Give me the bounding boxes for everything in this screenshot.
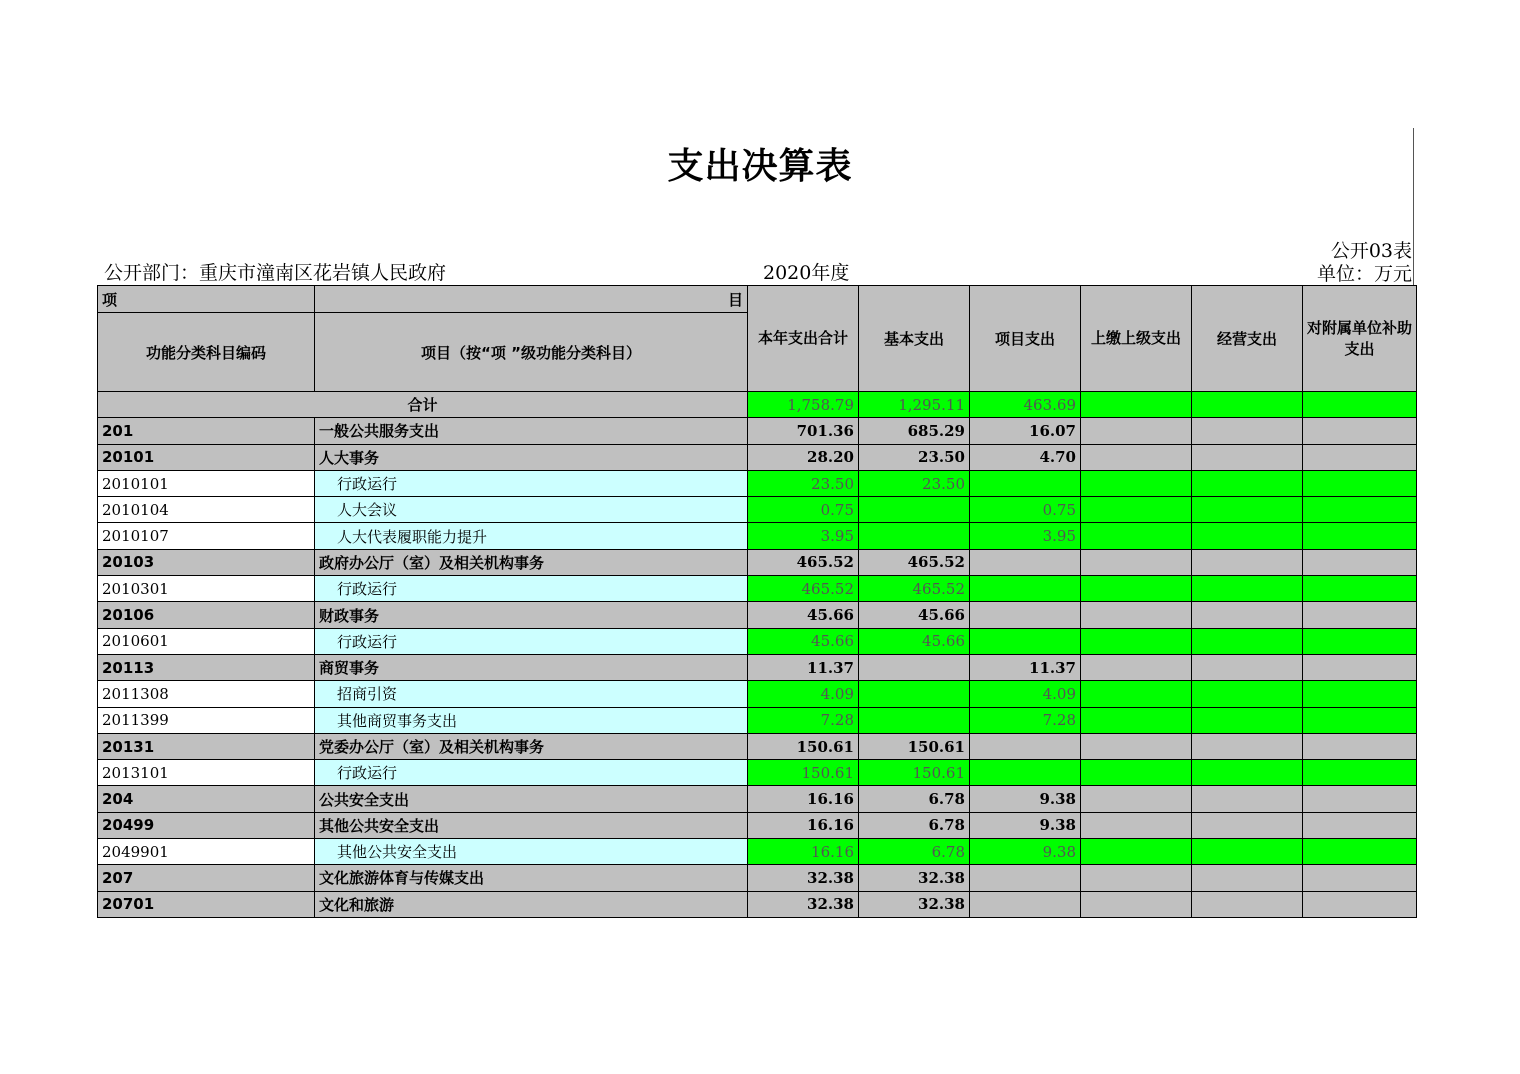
- row-name: 政府办公厅（室）及相关机构事务: [315, 549, 748, 575]
- table-row: [98, 865, 1417, 891]
- table-row: [98, 444, 1417, 470]
- row-business: [1192, 444, 1303, 470]
- row-subsidy: [1303, 418, 1417, 444]
- row-upper: [1081, 418, 1192, 444]
- row-upper: [1081, 470, 1192, 496]
- table-row: [98, 470, 1417, 496]
- row-basic: 45.66: [859, 602, 970, 628]
- row-business: [1192, 760, 1303, 786]
- row-code: 2010101: [98, 470, 315, 496]
- header-business: 经营支出: [1192, 286, 1303, 392]
- row-upper: [1081, 444, 1192, 470]
- row-business: [1192, 654, 1303, 680]
- row-basic: 45.66: [859, 628, 970, 654]
- table-number: 公开03表: [1330, 240, 1412, 262]
- row-subsidy: [1303, 470, 1417, 496]
- header-subsidy: 对附属单位补助支出: [1303, 286, 1417, 392]
- row-basic: 23.50: [859, 444, 970, 470]
- row-project: [970, 865, 1081, 891]
- row-code: 20106: [98, 602, 315, 628]
- total-subsidy: [1303, 392, 1417, 418]
- row-business: [1192, 891, 1303, 917]
- row-basic: 32.38: [859, 891, 970, 917]
- row-upper: [1081, 839, 1192, 865]
- row-project: 9.38: [970, 839, 1081, 865]
- row-project: [970, 628, 1081, 654]
- table-row: [98, 628, 1417, 654]
- row-subsidy: [1303, 760, 1417, 786]
- row-subsidy: [1303, 497, 1417, 523]
- row-basic: 150.61: [859, 733, 970, 759]
- row-basic: [859, 707, 970, 733]
- row-basic: 32.38: [859, 865, 970, 891]
- header-code: 功能分类科目编码: [98, 313, 315, 392]
- row-total: 150.61: [748, 760, 859, 786]
- row-total: 28.20: [748, 444, 859, 470]
- row-subsidy: [1303, 812, 1417, 838]
- row-basic: 6.78: [859, 839, 970, 865]
- row-business: [1192, 681, 1303, 707]
- row-upper: [1081, 654, 1192, 680]
- header-project: 项目支出: [970, 286, 1081, 392]
- row-upper: [1081, 628, 1192, 654]
- row-name: 行政运行: [315, 760, 748, 786]
- row-code: 20103: [98, 549, 315, 575]
- row-project: [970, 891, 1081, 917]
- row-project: 4.09: [970, 681, 1081, 707]
- row-project: 11.37: [970, 654, 1081, 680]
- total-sum: 1,758.79: [748, 392, 859, 418]
- header-basic: 基本支出: [859, 286, 970, 392]
- row-basic: [859, 654, 970, 680]
- total-project: 463.69: [970, 392, 1081, 418]
- header-name: 项目（按“项 ”级功能分类科目）: [315, 313, 748, 392]
- row-business: [1192, 839, 1303, 865]
- row-upper: [1081, 602, 1192, 628]
- table-row: [98, 839, 1417, 865]
- table-row: [98, 707, 1417, 733]
- table-row: [98, 786, 1417, 812]
- row-basic: 6.78: [859, 786, 970, 812]
- header-total: 本年支出合计: [748, 286, 859, 392]
- table-row: [98, 733, 1417, 759]
- row-subsidy: [1303, 602, 1417, 628]
- row-subsidy: [1303, 628, 1417, 654]
- row-subsidy: [1303, 891, 1417, 917]
- row-subsidy: [1303, 786, 1417, 812]
- row-name: 行政运行: [315, 576, 748, 602]
- row-total: 3.95: [748, 523, 859, 549]
- row-subsidy: [1303, 654, 1417, 680]
- row-business: [1192, 523, 1303, 549]
- row-business: [1192, 470, 1303, 496]
- row-project: 3.95: [970, 523, 1081, 549]
- expenditure-table: [97, 285, 1417, 918]
- row-name: 其他公共安全支出: [315, 812, 748, 838]
- row-code: 207: [98, 865, 315, 891]
- row-project: 4.70: [970, 444, 1081, 470]
- row-upper: [1081, 812, 1192, 838]
- row-business: [1192, 865, 1303, 891]
- table-row: [98, 418, 1417, 444]
- row-project: [970, 760, 1081, 786]
- row-basic: 23.50: [859, 470, 970, 496]
- row-upper: [1081, 865, 1192, 891]
- row-upper: [1081, 497, 1192, 523]
- row-upper: [1081, 891, 1192, 917]
- table-row: [98, 891, 1417, 917]
- row-business: [1192, 549, 1303, 575]
- row-subsidy: [1303, 549, 1417, 575]
- row-name: 招商引资: [315, 681, 748, 707]
- row-project: 7.28: [970, 707, 1081, 733]
- row-code: 2011308: [98, 681, 315, 707]
- row-code: 20499: [98, 812, 315, 838]
- row-name: 一般公共服务支出: [315, 418, 748, 444]
- row-name: 文化和旅游: [315, 891, 748, 917]
- unit-label: 单位：万元: [1316, 263, 1412, 285]
- row-total: 465.52: [748, 576, 859, 602]
- row-name: 文化旅游体育与传媒支出: [315, 865, 748, 891]
- row-code: 2010601: [98, 628, 315, 654]
- total-basic: 1,295.11: [859, 392, 970, 418]
- row-code: 201: [98, 418, 315, 444]
- row-business: [1192, 628, 1303, 654]
- table-row: [98, 681, 1417, 707]
- row-basic: 6.78: [859, 812, 970, 838]
- row-project: [970, 470, 1081, 496]
- row-upper: [1081, 549, 1192, 575]
- year-label: 2020年度: [763, 262, 850, 284]
- row-upper: [1081, 523, 1192, 549]
- total-upper: [1081, 392, 1192, 418]
- row-name: 党委办公厅（室）及相关机构事务: [315, 733, 748, 759]
- row-total: 32.38: [748, 891, 859, 917]
- row-name: 商贸事务: [315, 654, 748, 680]
- row-subsidy: [1303, 681, 1417, 707]
- table-row: [98, 654, 1417, 680]
- row-code: 20113: [98, 654, 315, 680]
- row-total: 45.66: [748, 602, 859, 628]
- row-name: 财政事务: [315, 602, 748, 628]
- row-total: 16.16: [748, 812, 859, 838]
- row-business: [1192, 576, 1303, 602]
- row-name: 公共安全支出: [315, 786, 748, 812]
- row-project: 9.38: [970, 812, 1081, 838]
- row-total: 32.38: [748, 865, 859, 891]
- row-total: 11.37: [748, 654, 859, 680]
- row-name: 其他公共安全支出: [315, 839, 748, 865]
- row-upper: [1081, 681, 1192, 707]
- row-subsidy: [1303, 523, 1417, 549]
- department-label: 公开部门：重庆市潼南区花岩镇人民政府: [104, 262, 447, 284]
- row-business: [1192, 707, 1303, 733]
- table-row: [98, 549, 1417, 575]
- row-basic: 465.52: [859, 576, 970, 602]
- table-row: [98, 602, 1417, 628]
- header-mu: 目: [315, 286, 748, 313]
- row-upper: [1081, 786, 1192, 812]
- row-code: 2049901: [98, 839, 315, 865]
- row-name: 人大会议: [315, 497, 748, 523]
- table-row: [98, 576, 1417, 602]
- row-name: 行政运行: [315, 470, 748, 496]
- row-total: 150.61: [748, 733, 859, 759]
- row-basic: 685.29: [859, 418, 970, 444]
- row-total: 23.50: [748, 470, 859, 496]
- row-code: 2010301: [98, 576, 315, 602]
- row-total: 16.16: [748, 839, 859, 865]
- row-basic: [859, 681, 970, 707]
- row-name: 人大代表履职能力提升: [315, 523, 748, 549]
- row-project: 9.38: [970, 786, 1081, 812]
- row-code: 2011399: [98, 707, 315, 733]
- row-upper: [1081, 707, 1192, 733]
- row-upper: [1081, 576, 1192, 602]
- row-code: 2010107: [98, 523, 315, 549]
- row-name: 人大事务: [315, 444, 748, 470]
- row-business: [1192, 786, 1303, 812]
- row-total: 701.36: [748, 418, 859, 444]
- row-name: 其他商贸事务支出: [315, 707, 748, 733]
- page-title: 支出决算表: [667, 146, 853, 187]
- row-subsidy: [1303, 444, 1417, 470]
- header-xiang: 项: [98, 286, 315, 313]
- row-business: [1192, 602, 1303, 628]
- row-name: 行政运行: [315, 628, 748, 654]
- row-total: 45.66: [748, 628, 859, 654]
- row-total: 7.28: [748, 707, 859, 733]
- table-row: [98, 523, 1417, 549]
- row-project: [970, 602, 1081, 628]
- row-project: [970, 733, 1081, 759]
- table-row: [98, 497, 1417, 523]
- row-code: 204: [98, 786, 315, 812]
- row-subsidy: [1303, 865, 1417, 891]
- total-row: [98, 392, 1417, 418]
- row-business: [1192, 418, 1303, 444]
- row-subsidy: [1303, 707, 1417, 733]
- row-subsidy: [1303, 733, 1417, 759]
- row-total: 16.16: [748, 786, 859, 812]
- row-subsidy: [1303, 576, 1417, 602]
- total-label: 合计: [98, 392, 748, 418]
- row-code: 2013101: [98, 760, 315, 786]
- row-business: [1192, 497, 1303, 523]
- row-total: 4.09: [748, 681, 859, 707]
- row-total: 0.75: [748, 497, 859, 523]
- total-business: [1192, 392, 1303, 418]
- table-row: [98, 760, 1417, 786]
- header-upper: 上缴上级支出: [1081, 286, 1192, 392]
- row-basic: 150.61: [859, 760, 970, 786]
- row-upper: [1081, 760, 1192, 786]
- row-project: [970, 576, 1081, 602]
- row-code: 20101: [98, 444, 315, 470]
- table-row: [98, 812, 1417, 838]
- row-business: [1192, 812, 1303, 838]
- row-code: 20131: [98, 733, 315, 759]
- row-project: 0.75: [970, 497, 1081, 523]
- row-project: 16.07: [970, 418, 1081, 444]
- row-basic: 465.52: [859, 549, 970, 575]
- row-subsidy: [1303, 839, 1417, 865]
- row-basic: [859, 497, 970, 523]
- row-upper: [1081, 733, 1192, 759]
- row-project: [970, 549, 1081, 575]
- row-business: [1192, 733, 1303, 759]
- row-basic: [859, 523, 970, 549]
- row-total: 465.52: [748, 549, 859, 575]
- row-code: 2010104: [98, 497, 315, 523]
- row-code: 20701: [98, 891, 315, 917]
